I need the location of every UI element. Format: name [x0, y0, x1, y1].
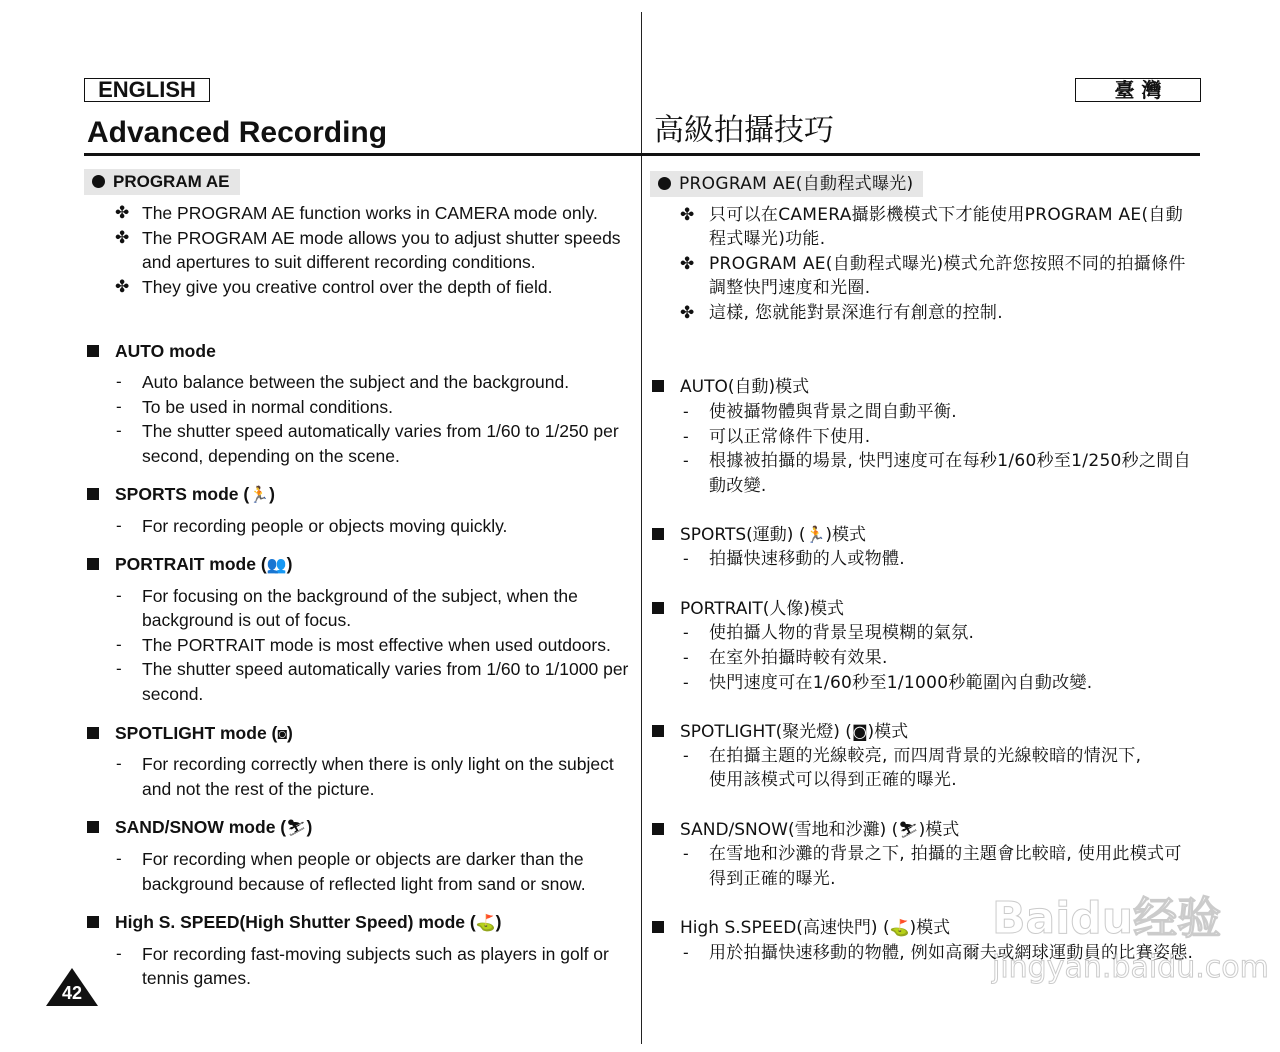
- list-item: For recording people or objects moving quickly.: [142, 516, 508, 536]
- portrait-mode-heading-cn: PORTRAIT(人像)模式: [652, 597, 844, 621]
- sports-mode-heading-cn: SPORTS(運動) (🏃)模式: [652, 523, 866, 547]
- bullet-dot-icon: [92, 175, 105, 188]
- square-bullet-icon: [652, 725, 664, 737]
- page-number: 42: [61, 983, 83, 1003]
- dash-bullet: -: [116, 516, 122, 535]
- list-item: 用於拍攝快速移動的物體, 例如高爾夫或網球運動員的比賽姿態.: [709, 943, 1194, 963]
- dash-bullet: -: [116, 754, 122, 773]
- dash-bullet: -: [683, 427, 689, 446]
- square-bullet-icon: [652, 823, 664, 835]
- list-item: The shutter speed automatically varies from 1/60 to 1/1000 per: [142, 659, 629, 679]
- square-bullet-icon: [87, 727, 99, 739]
- square-bullet-icon: [87, 916, 99, 928]
- auto-mode-heading: AUTO mode: [87, 339, 216, 363]
- bullet-dot-icon: [658, 177, 671, 190]
- list-item: The PORTRAIT mode is most effective when used outdoors.: [142, 635, 611, 655]
- list-item: Auto balance between the subject and the background.: [142, 372, 570, 392]
- list-item-cont: 使用該模式可以得到正確的曝光.: [709, 770, 957, 790]
- clover-bullet-icon: ✤: [680, 303, 695, 322]
- list-item: 在雪地和沙灘的背景之下, 拍攝的主題會比較暗, 使用此模式可: [709, 844, 1182, 864]
- list-item: The PROGRAM AE mode allows you to adjust shutter speeds: [142, 228, 621, 248]
- square-bullet-icon: [87, 488, 99, 500]
- program-ae-heading-cn: [650, 171, 923, 197]
- square-bullet-icon: [87, 821, 99, 833]
- high-speed-shutter-icon: ⛳: [475, 915, 496, 932]
- page-number-badge: [44, 966, 100, 1008]
- spotlight-mode-icon: ◙: [277, 726, 288, 743]
- square-bullet-icon: [652, 528, 664, 540]
- square-bullet-icon: [652, 602, 664, 614]
- dash-bullet: -: [683, 943, 689, 962]
- sand-snow-mode-icon: ⛷: [898, 820, 919, 839]
- list-item: 使被攝物體與背景之間自動平衡.: [709, 402, 957, 422]
- clover-bullet-icon: ✤: [115, 228, 130, 247]
- list-item: For recording correctly when there is only light on the subject: [142, 754, 614, 774]
- high-speed-mode-heading-cn: High S.SPEED(高速快門) (⛳)模式: [652, 916, 950, 940]
- sand-snow-mode-heading-cn: SAND/SNOW(雪地和沙灘) (⛷)模式: [652, 818, 959, 842]
- list-item: 可以正常條件下使用.: [709, 427, 871, 447]
- spotlight-mode-icon: ◙: [851, 722, 868, 741]
- list-item-cont: second.: [142, 684, 204, 704]
- list-item: For focusing on the background of the subject, when the: [142, 586, 578, 606]
- watermark-brand: Baidu经验: [992, 893, 1222, 944]
- list-item-cont: tennis games.: [142, 968, 251, 988]
- watermark-url: jingyan.baidu.com: [992, 950, 1269, 985]
- list-item: 在室外拍攝時較有效果.: [709, 648, 888, 668]
- high-speed-shutter-icon: ⛳: [889, 918, 910, 937]
- title-rule-right: [641, 153, 1200, 156]
- list-item: PROGRAM AE(自動程式曝光)模式允許您按照不同的拍攝條件: [709, 254, 1186, 274]
- list-item-cont: 調整快門速度和光圈.: [709, 278, 871, 298]
- title-rule-left: [84, 153, 641, 156]
- list-item-cont: 程式曝光)功能.: [709, 229, 826, 249]
- dash-bullet: -: [116, 659, 122, 678]
- list-item: 拍攝快速移動的人或物體.: [709, 549, 906, 569]
- clover-bullet-icon: ✤: [680, 205, 695, 224]
- dash-bullet: -: [683, 844, 689, 863]
- square-bullet-icon: [652, 380, 664, 392]
- list-item-cont: background because of reflected light from sand or snow.: [142, 874, 586, 894]
- dash-bullet: -: [683, 402, 689, 421]
- list-item-cont: and apertures to suit different recording conditions.: [142, 252, 536, 272]
- dash-bullet: -: [683, 746, 689, 765]
- clover-bullet-icon: ✤: [680, 254, 695, 273]
- list-item-cont: 得到正確的曝光.: [709, 869, 836, 889]
- dash-bullet: -: [683, 673, 689, 692]
- dash-bullet: -: [683, 623, 689, 642]
- list-item-cont: background is out of focus.: [142, 610, 352, 630]
- list-item: 快門速度可在1/60秒至1/1000秒範圍內自動改變.: [709, 673, 1093, 693]
- list-item: 根據被拍攝的場景, 快門速度可在每秒1/60秒至1/250秒之間自: [709, 451, 1191, 471]
- baidu-watermark: [992, 882, 1269, 992]
- taiwan-label: 臺 灣: [1075, 78, 1201, 102]
- dash-bullet: -: [116, 586, 122, 605]
- list-item: For recording fast-moving subjects such as players in golf or: [142, 944, 609, 964]
- page-title-chinese: 高級拍攝技巧: [654, 113, 834, 148]
- sports-mode-icon: 🏃: [805, 525, 826, 544]
- dash-bullet: -: [683, 648, 689, 667]
- column-divider: [641, 12, 642, 1044]
- sand-snow-mode-heading: SAND/SNOW mode (⛷): [87, 815, 312, 841]
- dash-bullet: -: [116, 635, 122, 654]
- dash-bullet: -: [116, 372, 122, 391]
- spotlight-mode-heading: SPOTLIGHT mode (◙): [87, 721, 293, 747]
- dash-bullet: -: [116, 397, 122, 416]
- dash-bullet: -: [683, 549, 689, 568]
- list-item-cont: 動改變.: [709, 476, 767, 496]
- clover-bullet-icon: ✤: [115, 203, 130, 222]
- english-label: ENGLISH: [84, 78, 210, 102]
- list-item: The PROGRAM AE function works in CAMERA mode only.: [142, 203, 598, 223]
- portrait-mode-icon: 👥: [266, 557, 287, 574]
- square-bullet-icon: [87, 558, 99, 570]
- clover-bullet-icon: ✤: [115, 277, 130, 296]
- program-ae-label-cn: PROGRAM AE(自動程式曝光): [679, 174, 914, 194]
- sand-snow-mode-icon: ⛷: [286, 820, 307, 837]
- portrait-mode-heading: PORTRAIT mode (👥): [87, 552, 292, 578]
- sports-mode-icon: 🏃: [249, 487, 270, 504]
- list-item: For recording when people or objects are darker than the: [142, 849, 584, 869]
- list-item: 在拍攝主題的光線較亮, 而四周背景的光線較暗的情況下,: [709, 746, 1142, 766]
- dash-bullet: -: [116, 944, 122, 963]
- program-ae-heading: [84, 169, 240, 195]
- square-bullet-icon: [87, 345, 99, 357]
- list-item: The shutter speed automatically varies from 1/60 to 1/250 per: [142, 421, 619, 441]
- list-item: 使拍攝人物的背景呈現模糊的氣氛.: [709, 623, 975, 643]
- list-item-cont: and not the rest of the picture.: [142, 779, 375, 799]
- list-item: 只可以在CAMERA攝影機模式下才能使用PROGRAM AE(自動: [709, 205, 1184, 225]
- dash-bullet: -: [116, 849, 122, 868]
- sports-mode-heading: SPORTS mode (🏃): [87, 482, 275, 508]
- high-speed-mode-heading: High S. SPEED(High Shutter Speed) mode (⛳): [87, 910, 501, 936]
- auto-mode-heading-cn: AUTO(自動)模式: [652, 375, 809, 399]
- list-item-cont: second, depending on the scene.: [142, 446, 400, 466]
- dash-bullet: -: [683, 451, 689, 470]
- dash-bullet: -: [116, 421, 122, 440]
- list-item: 這樣, 您就能對景深進行有創意的控制.: [709, 303, 1003, 323]
- list-item: To be used in normal conditions.: [142, 397, 393, 417]
- square-bullet-icon: [652, 921, 664, 933]
- spotlight-mode-heading-cn: SPOTLIGHT(聚光燈) (◙)模式: [652, 720, 908, 744]
- list-item: They give you creative control over the depth of field.: [142, 277, 553, 297]
- page-title-english: Advanced Recording: [87, 116, 388, 149]
- program-ae-label: PROGRAM AE: [113, 172, 230, 191]
